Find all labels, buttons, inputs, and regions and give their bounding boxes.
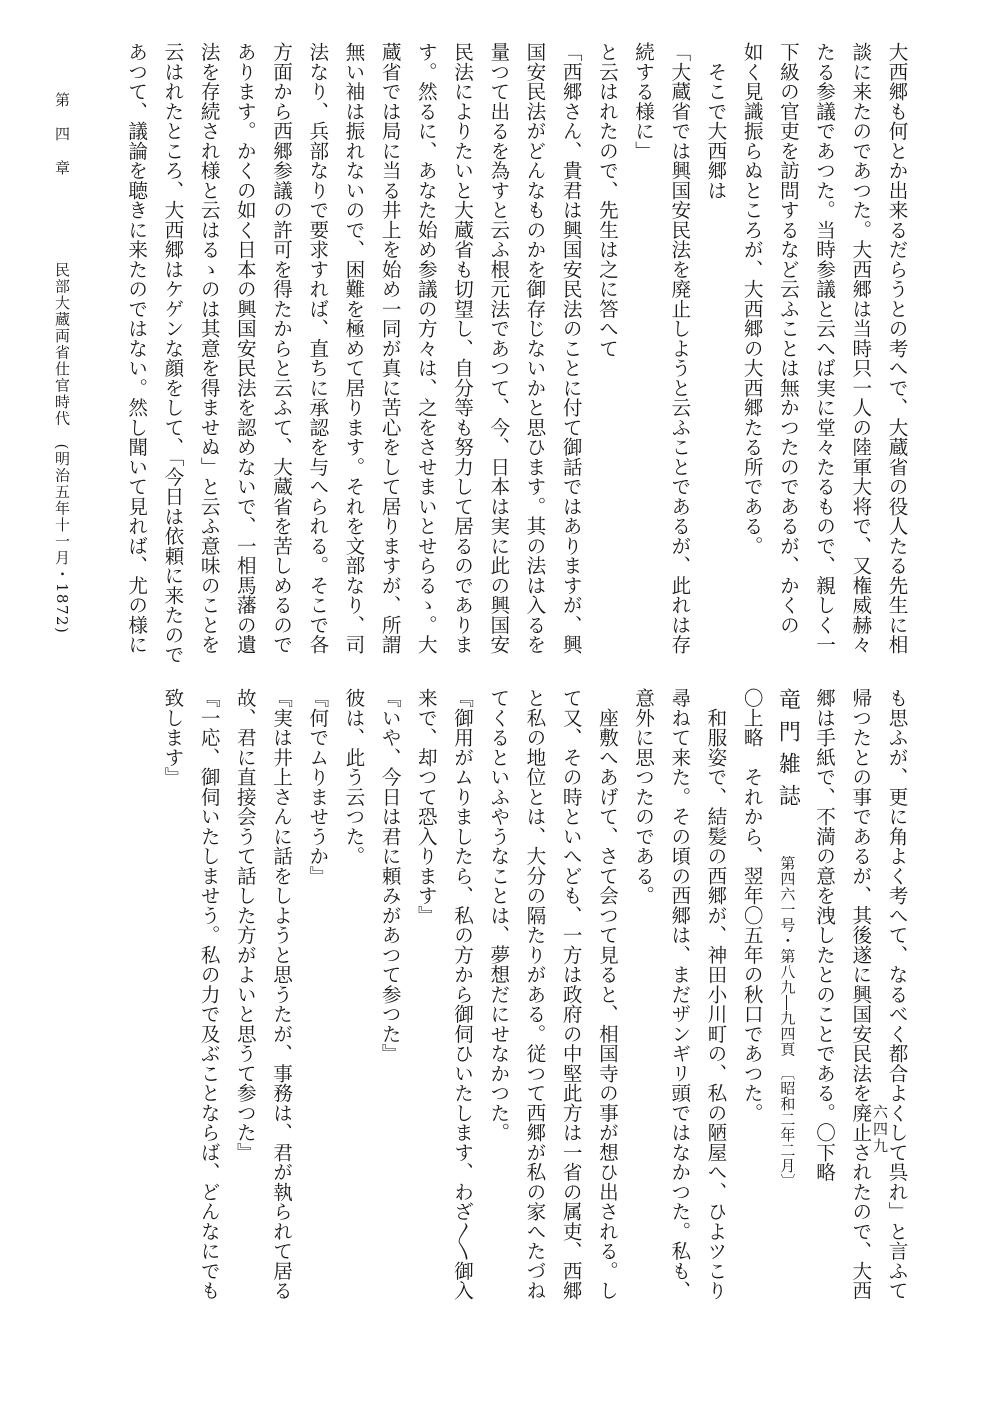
chapter-header: 第 四 章: [53, 92, 71, 177]
lower-text-after-title: 〇上略 それから、翌年〇五年の秋口であつた。 和服姿で、結髪の西郷が、神田小川町の、私の陋屋へ、ひよツこり 尋ねて来た。その頃の西郷は、まだザンギリ頭ではなかつた。私も、 意外に思つたのである。 座敷へあげて、さて会つて見ると、相国寺の事が想ひ出される。し て又、その時といへども、一方は政府の中堅此方は一省の属吏、西郷 と私の地位とは、大分の隔たりがある。従つて西郷が私の家へたづね てくるといふやうなことは、夢想だにせなかつた。 『御用がムりましたら、私の方から御伺ひいたします、わざ〱御入 来で、却つて恐入ります』 『いや、今日は君に頼みがあつて参つた』 彼は、此う云つた。 『何でムりませうか』 『実は井上さんに話をしようと思うたが、事務は、君が執られて居る 故、君に直接会うて話した方がよいと思うて参つた』 『一応、御伺いたしませう。私の力で及ぶことならば、どんなにでも 致します』: [160, 688, 764, 1301]
chapter-title: 民部大蔵両省仕官時代 (明治五年十一月・1872): [53, 262, 71, 635]
lower-text-block: [154, 688, 914, 1301]
page-number: 六四九: [871, 1104, 889, 1155]
lower-text-before-title: も思ふが、更に角よく考へて、なるべく都合よくして呉れ」と言ふて 帰つたとの事であるが、其後遂に興国安民法を廃止されたので、大西 郷は手紙で、不満の意を洩したとのことである。〇下略: [812, 688, 908, 1301]
journal-title: 竜門雑誌: [775, 688, 801, 816]
upper-text-block: 大西郷も何とか出来るだらうとの考へで、大蔵省の役人たる先生に相 談に来たのであつた。大西郷は当時只一人の陸軍大将で、又権威赫々 たる参議であつた。当時参議と云へば実に堂々たるもので、親しく一 下級の官吏を訪問するなど云ふことは無かつたのであるが、かくの 如く見識振らぬところが、大西郷の大西郷たる所である。 そこで大西郷は 「大蔵省では興国安民法を廃止しようと云ふことであるが、此れは存 続する様に」 と云はれたので、先生は之に答へて 「西郷さん、貴君は興国安民法のことに付て御話ではありますが、興 国安民法がどんなものかを御存じないかと思ひます。其の法は入るを 量つて出るを為すと云ふ根元法であつて、今、日本は実に此の興国安 民法によりたいと大蔵省も切望し、自分等も努力して居るのでありま す。然るに、あなた始め参議の方々は、之をさせまいとせらるゝ。大 蔵省では局に当る井上を始め一同が真に苦心をして居りますが、所謂 無い袖は振れないので、困難を極めて居ります。それを文部なり、司 法なり、兵部なりで要求すれば、直ちに承認を与へられる。そこで各 方面から西郷参議の許可を得たからと云ふて、大蔵省を苦しめるので あります。かくの如く日本の興国安民法を認めないで、一相馬藩の遺 法を存続され様と云はるゝのは其意を得ませぬ」と云ふ意味のことを 云はれたところ、大西郷はケゲンな顔をして、「今日は依頼に来たので あつて、議論を聴きに来たのではない。然し聞いて見れば、尤の様に: [124, 42, 908, 665]
journal-reference: 第四六一号・第八九―九四頁 〔昭和二年二月〕: [778, 855, 797, 1189]
